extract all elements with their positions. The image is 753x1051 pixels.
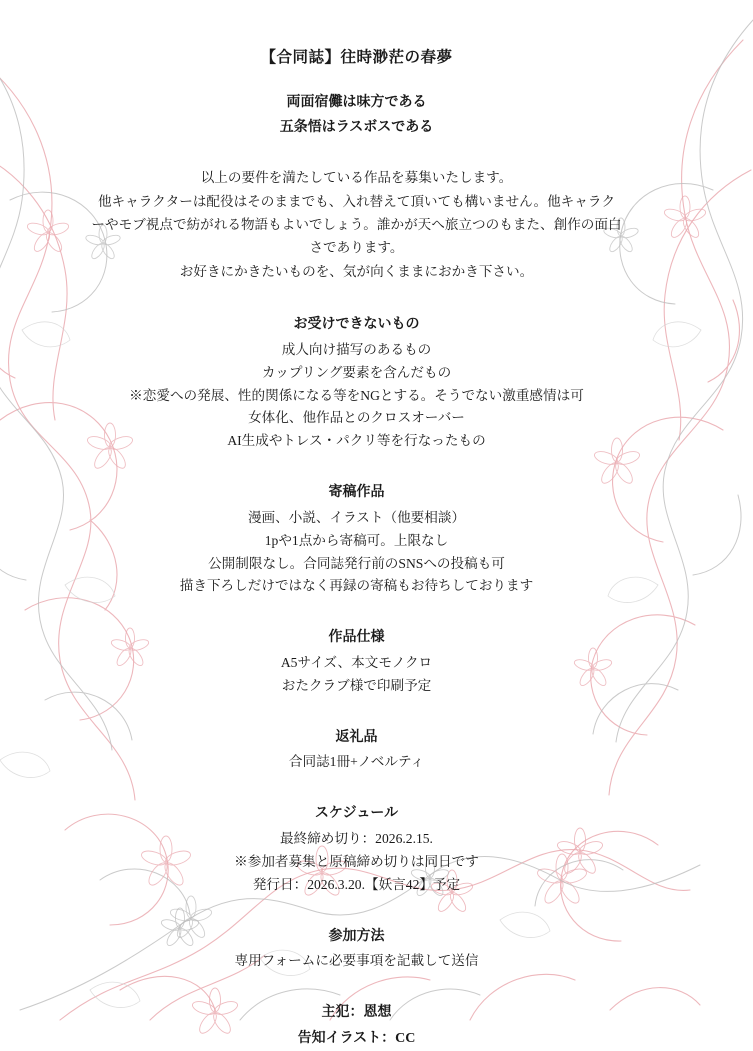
section-line: 合同誌1冊+ノベルティ bbox=[288, 754, 425, 770]
section-line: ※参加者募集と原稿締め切りは同日です bbox=[234, 853, 479, 869]
section-line: 女体化、他作品とのクロスオーバー bbox=[248, 410, 465, 426]
section-line: 漫画、小説、イラスト（他要相談） bbox=[247, 509, 466, 525]
section-specs bbox=[0, 626, 713, 697]
intro-line-1: 以上の要件を満たしている作品を募集いたします。 bbox=[200, 170, 513, 186]
section-heading: 参加方法 bbox=[328, 928, 385, 944]
intro-line-3: ーやモブ視点で紡がれる物語もよいでしょう。誰かが天へ旅立つのもまた、創作の面白 bbox=[91, 217, 622, 232]
intro-paragraph bbox=[77, 166, 637, 283]
section-line: 1pや1点から寄稿可。上限なし bbox=[264, 532, 449, 548]
section-line: 告知イラスト：CC bbox=[297, 1030, 416, 1046]
section-line: AI生成やトレス・パクリ等を行なったもの bbox=[227, 433, 486, 449]
intro-line-5: お好きにかきたいものを、気が向くままにおかき下さい。 bbox=[179, 263, 534, 279]
section-heading: お受けできないもの bbox=[293, 317, 420, 333]
section-line: 公開制限なし。合同誌発行前のSNSへの投稿も可 bbox=[208, 555, 505, 571]
lead-line-2: 五条悟はラスボスである bbox=[279, 119, 434, 135]
section-heading: スケジュール bbox=[314, 806, 399, 822]
section-heading: 返礼品 bbox=[335, 729, 378, 745]
section-line: 描き下ろしだけではなく再録の寄稿もお待ちしております bbox=[179, 578, 534, 594]
section-rewards bbox=[0, 726, 713, 775]
section-heading: 作品仕様 bbox=[328, 630, 385, 646]
section-line: おたクラブ様で印刷予定 bbox=[281, 677, 432, 693]
lead-requirements bbox=[0, 91, 713, 140]
section-schedule bbox=[0, 802, 713, 896]
section-heading: 寄稿作品 bbox=[328, 485, 385, 501]
intro-line-4: さであります。 bbox=[309, 240, 404, 256]
section-line: ※恋愛への発展、性的関係になる等をNGとする。そうでない激重感情は可 bbox=[129, 387, 584, 403]
section-line: A5サイズ、本文モノクロ bbox=[280, 654, 433, 670]
section-credits bbox=[0, 1001, 713, 1051]
page-title: 【合同誌】往時渺茫の春夢 bbox=[260, 49, 453, 66]
section-line: 最終締め切り：2026.2.15. bbox=[280, 831, 433, 847]
section-line: 専用フォームに必要事項を記載して送信 bbox=[234, 953, 479, 969]
section-line: 成人向け描写のあるもの bbox=[281, 341, 432, 357]
section-heading: 主犯：恩想 bbox=[321, 1005, 392, 1021]
section-line: カップリング要素を含んだもの bbox=[261, 364, 452, 380]
lead-line-1: 両面宿儺は味方である bbox=[286, 95, 427, 111]
section-restrictions bbox=[0, 313, 713, 453]
section-line: 発行日：2026.3.20.【妖言42】予定 bbox=[252, 876, 461, 892]
section-how-to-join bbox=[0, 925, 713, 974]
intro-line-2: 他キャラクターは配役はそのままでも、入れ替えて頂いても構いません。他キャラク bbox=[97, 193, 616, 209]
section-submissions bbox=[0, 481, 713, 598]
